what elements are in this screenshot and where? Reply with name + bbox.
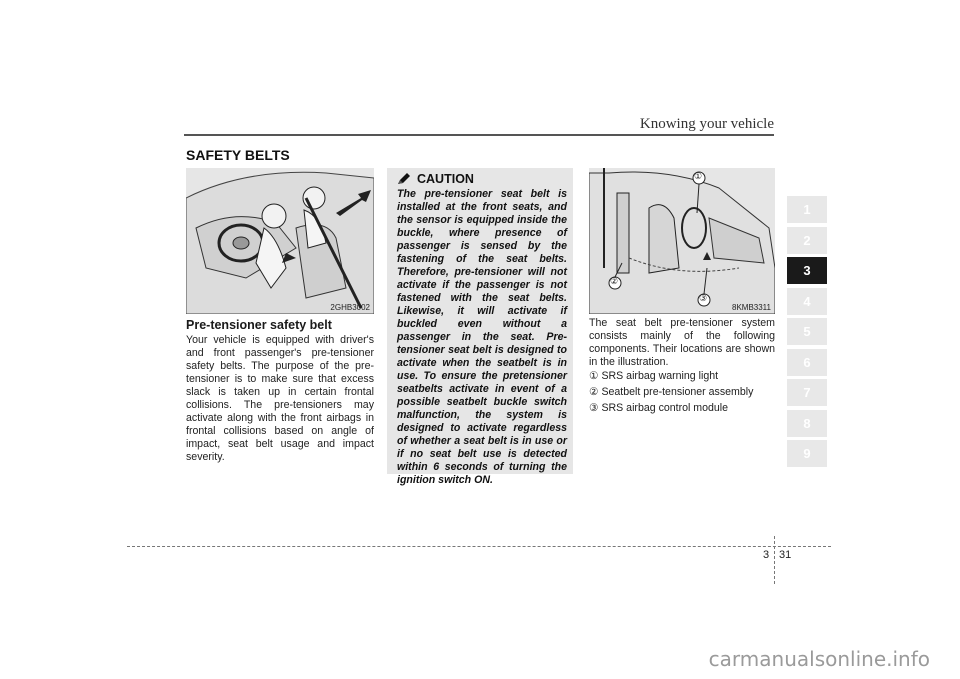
chapter-tab-7[interactable]: 7 (787, 379, 827, 406)
callout-3: ③ (699, 293, 708, 303)
page-number: 31 (779, 549, 792, 561)
callout-2: ② (610, 276, 619, 286)
pretensioner-figure (186, 168, 374, 314)
chapter-tab-1[interactable]: 1 (787, 196, 827, 223)
chapter-tab-6[interactable]: 6 (787, 349, 827, 376)
chapter-number: 3 (763, 549, 770, 561)
component-list (589, 368, 775, 416)
caution-pencil-icon (397, 173, 411, 185)
section-title: SAFETY BELTS (186, 147, 290, 163)
caution-header (397, 172, 474, 186)
component-location-figure (589, 168, 775, 314)
caution-title: CAUTION (417, 172, 474, 186)
chapter-tab-5[interactable]: 5 (787, 318, 827, 345)
list-item: ③ SRS airbag control module (589, 402, 729, 414)
caution-text: The pre-tensioner seat belt is installed at the front seats, and the sensor is equipped inside the buckle, where presence of passenger is sensed by the fastening of the seat belts. Therefore, pre-tensioner will not activate if the passenger is not fastened with the seat belts. Likewise, it will activate if buckled even without a passenger in the seat. Pre-tensioner seat belt is designed to activate when the seatbelt is in use. To ensure the pretensioner seatbelts activate in event of a possible seatbelt buckle switch malfunction, the system is designed to activate regardless of whether a seat belt is in use or if no seat belt use is detected within 6 seconds of turning the ignition switch ON. (397, 188, 567, 486)
chapter-tab-3[interactable]: 3 (787, 257, 827, 284)
callout-1: ① (694, 171, 703, 181)
figure-code: 8KMB3311 (732, 303, 771, 312)
subheading-pretensioner: Pre-tensioner safety belt (186, 318, 332, 332)
car-interior-illustration (186, 168, 374, 314)
pretensioner-description: Your vehicle is equipped with driver's and front passenger's pre-tensioner safety belts. The purpose of the pre-tensioner is to make sure that excess slack is taken up in certain frontal collisions. The pre-tensioners may activate along with the front airbags in frontal collisions based on angle of impact, seat belt usage and impact severity. (186, 334, 374, 463)
chapter-tab-9[interactable]: 9 (787, 440, 827, 467)
list-item: ① SRS airbag warning light (589, 370, 719, 382)
list-item: ② Seatbelt pre-tensioner assembly (589, 386, 754, 398)
figure-code: 2GHB3002 (330, 303, 370, 312)
footer-rule (127, 546, 831, 547)
chapter-tab-2[interactable]: 2 (787, 227, 827, 254)
chapter-tab-8[interactable]: 8 (787, 410, 827, 437)
header-rule (184, 134, 774, 136)
chapter-tab-4[interactable]: 4 (787, 288, 827, 315)
watermark: carmanualsonline.info (708, 647, 930, 671)
footer-divider (774, 536, 775, 584)
chapter-tabs (787, 196, 827, 471)
caution-box (387, 168, 573, 486)
header-title: Knowing your vehicle (639, 116, 774, 132)
system-description: The seat belt pre-tensioner system consists mainly of the following components. Their locations are shown in the illustration. (589, 317, 775, 368)
car-cutaway-illustration (589, 168, 775, 314)
